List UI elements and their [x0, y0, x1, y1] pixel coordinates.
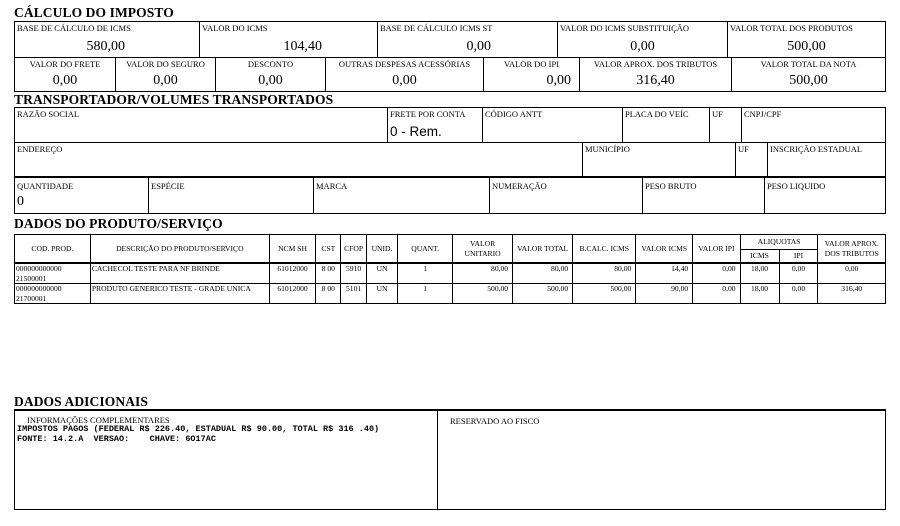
- uf-placa-cell: UF: [709, 108, 741, 142]
- quantidade-value: 0: [17, 194, 24, 209]
- desconto-value: 0,00: [258, 73, 283, 88]
- outras-despesas-cell: OUTRAS DESPESAS ACESSÓRIAS 0,00: [325, 58, 483, 91]
- col-desc: DESCRIÇÃO DO PRODUTO/SERVIÇO: [90, 235, 269, 264]
- table-row: 000000000000 21500001 CACHECOL TESTE PARA NF BRINDE 61012000 8 00 5910 UN 1 80,00 80,00 80,00 14,40 0,00 18,00 0,00 0,00: [15, 263, 886, 284]
- col-vaprox: VALOR APROX. DOS TRIBUTOS: [818, 235, 886, 264]
- base-calculo-icms-cell: BASE DE CÁLCULO DE ICMS 580,00: [17, 23, 131, 54]
- col-aliquotas: ALIQUOTAS: [740, 235, 818, 250]
- desconto-cell: DESCONTO 0,00: [215, 58, 325, 91]
- uf-endereco-cell: UF: [735, 143, 767, 176]
- table-row: 000000000000 21700001 PRODUTO GENERICO TESTE - GRADE UNICA 61012000 8 00 5101 UN 1 500,00 500,00 500,00 90,00 0,00 18,00 0,00 316,40: [15, 284, 886, 304]
- reservado-fisco-cell: [437, 411, 885, 509]
- valor-frete-cell: VALOR DO FRETE 0,00: [15, 58, 115, 91]
- total-produtos-value: 500,00: [787, 39, 826, 54]
- calculo-row2: [14, 57, 886, 92]
- placa-veiculo-cell: PLACA DO VEÍC: [622, 108, 709, 142]
- valor-seguro-value: 0,00: [153, 73, 178, 88]
- col-ncm: NCM SH: [269, 235, 315, 264]
- col-bcalc: B.CALC. ICMS: [573, 235, 636, 264]
- col-cod: COD. PROD.: [15, 235, 91, 264]
- frete-por-conta-cell: FRETE POR CONTA 0 - Rem.: [387, 108, 482, 142]
- transportador-title: TRANSPORTADOR/VOLUMES TRANSPORTADOS: [14, 92, 334, 107]
- informacoes-complementares-cell: [15, 411, 437, 509]
- quantidade-cell: QUANTIDADE 0: [17, 181, 74, 209]
- especie-cell: ESPÉCIE: [148, 178, 313, 213]
- transportador-row3: [14, 177, 886, 214]
- total-produtos-cell: VALOR TOTAL DOS PRODUTOS 500,00: [727, 22, 885, 57]
- valor-ipi-value: 0,00: [546, 73, 571, 88]
- inscricao-estadual-cell: INSCRIÇÃO ESTADUAL: [767, 143, 885, 176]
- valor-ipi-cell: VALOR DO IPI 0,00: [483, 58, 579, 91]
- valor-frete-value: 0,00: [52, 73, 78, 88]
- frete-por-conta-value: 0 - Rem.: [390, 124, 442, 139]
- outras-despesas-value: 0,00: [392, 73, 417, 88]
- produtos-title: DADOS DO PRODUTO/SERVIÇO: [14, 216, 223, 231]
- fisco-label: RESERVADO AO FISCO: [450, 416, 540, 426]
- icms-substituicao-value: 0,00: [630, 39, 655, 54]
- total-nota-value: 500,00: [789, 73, 828, 88]
- tributos-cell: VALOR APROX. DOS TRIBUTOS 316,40: [579, 58, 731, 91]
- razao-social-cell: RAZÃO SOCIAL: [17, 109, 80, 119]
- base-calculo-st-value: 0,00: [466, 39, 491, 54]
- col-quant: QUANT.: [398, 235, 453, 264]
- base-calculo-st-cell: BASE DE CÁLCULO ICMS ST 0,00: [377, 22, 557, 57]
- col-aliq-ipi: IPI: [779, 250, 818, 264]
- col-aliq-icms: ICMS: [740, 250, 779, 264]
- icms-substituicao-cell: VALOR DO ICMS SUBSTITUIÇÃO 0,00: [557, 22, 727, 57]
- col-cst: CST: [316, 235, 341, 264]
- col-unid: UNID.: [366, 235, 398, 264]
- transportador-row1: [14, 107, 886, 143]
- marca-cell: MARCA: [313, 178, 489, 213]
- numeracao-cell: NUMERAÇÃO: [489, 178, 642, 213]
- products-table: [14, 234, 886, 304]
- endereco-cell: ENDEREÇO: [17, 144, 63, 154]
- info-label: INFORMAÇÕES COMPLEMENTARES: [27, 415, 170, 425]
- adicionais-title: DADOS ADICIONAIS: [14, 394, 149, 409]
- municipio-cell: MUNICÍPIO: [582, 143, 735, 176]
- col-cfop: CFOP: [341, 235, 366, 264]
- col-vicms: VALOR ICMS: [636, 235, 693, 264]
- valor-seguro-cell: VALOR DO SEGURO 0,00: [115, 58, 215, 91]
- peso-liquido-cell: PESO LIQUIDO: [764, 178, 885, 213]
- valor-icms-value: 104,40: [283, 39, 322, 54]
- total-nota-cell: VALOR TOTAL DA NOTA 500,00: [731, 58, 885, 91]
- cnpj-cpf-cell: CNPJ/CPF: [741, 108, 885, 142]
- codigo-antt-cell: CÓDIGO ANTT: [482, 108, 622, 142]
- col-vunit: VALOR UNITARIO: [453, 235, 513, 264]
- col-vtotal: VALOR TOTAL: [513, 235, 573, 264]
- tributos-value: 316,40: [636, 73, 675, 88]
- col-vipi: VALOR IPI: [693, 235, 740, 264]
- calculo-row1: [14, 21, 886, 58]
- peso-bruto-cell: PESO BRUTO: [642, 178, 764, 213]
- adicionais-box: [14, 410, 886, 510]
- transportador-row2: [14, 142, 886, 177]
- calculo-title: CÁLCULO DO IMPOSTO: [14, 5, 174, 20]
- info-text: IMPOSTOS PAGOS (FEDERAL R$ 226.40, ESTADUAL R$ 90.00, TOTAL R$ 316 .40) FONTE: 14.2.A VERSAO: CHAVE: 6O17AC: [17, 424, 410, 444]
- base-calculo-icms-value: 580,00: [86, 39, 125, 54]
- valor-icms-cell: VALOR DO ICMS 104,40: [199, 22, 377, 57]
